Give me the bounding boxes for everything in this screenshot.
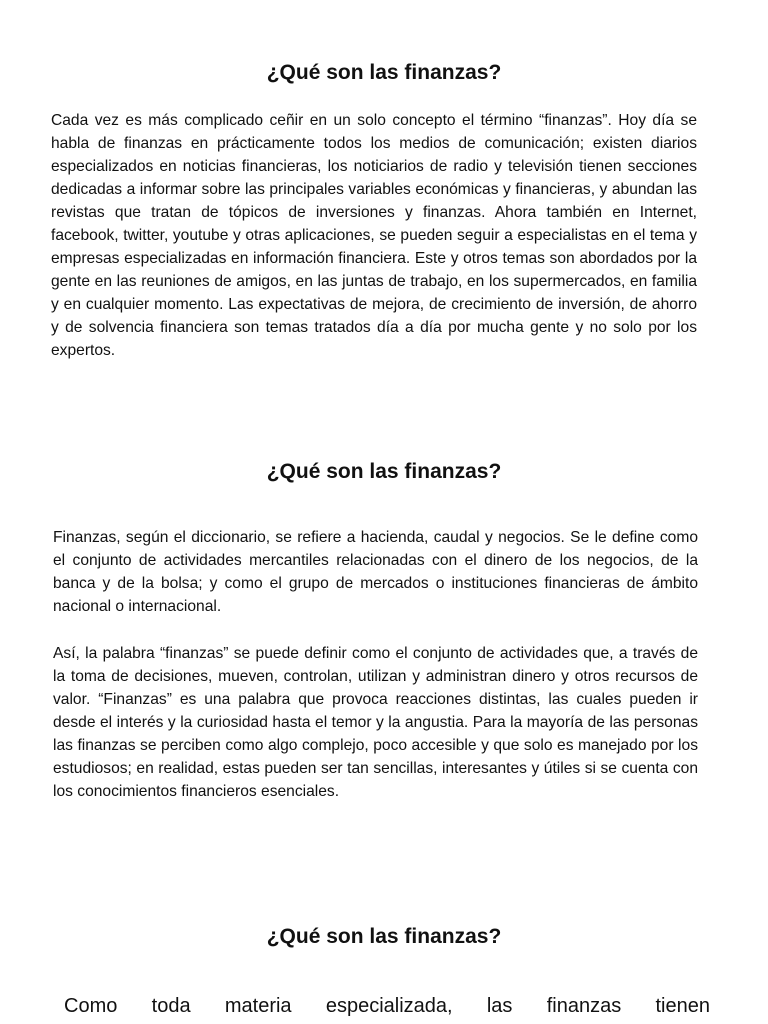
section-2-paragraph-1: Finanzas, según el diccionario, se refiere a hacienda, caudal y negocios. Se le define como el conjunto de actividades mercantiles relacionadas con el dinero de los negocios, de la banca y de la bolsa; y como el grupo de mercados o instituciones financieras de ámbito nacional o internacional. [53, 529, 698, 615]
section-3-paragraph-1: Como toda materia especializada, las finanzas tienen [64, 995, 710, 1017]
section-1-heading: ¿Qué son las finanzas? [266, 61, 502, 84]
section-2-paragraph-2: Así, la palabra “finanzas” se puede definir como el conjunto de actividades que, a través de la toma de decisiones, mueven, controlan, utilizan y administran dinero y otros recursos de valor. “Finanzas” es una palabra que provoca reacciones distintas, las cuales pueden ir desde el interés y la curiosidad hasta el temor y la angustia. Para la mayoría de las personas las finanzas se perciben como algo complejo, poco accesible y que solo es manejado por los estudiosos; en realidad, estas pueden ser tan sencillas, interesantes y útiles si se cuenta con los conocimientos financieros esenciales. [53, 645, 698, 800]
section-3-heading: ¿Qué son las finanzas? [266, 925, 502, 948]
section-1-paragraph-1: Cada vez es más complicado ceñir en un solo concepto el término “finanzas”. Hoy día se habla de finanzas en prácticamente todos los medios de comunicación; existen diarios especializados en noticias financieras, los noticiarios de radio y televisión tienen secciones dedicadas a informar sobre las principales variables económicas y financieras, y abundan las revistas que tratan de tópicos de inversiones y finanzas. Ahora también en Internet, facebook, twitter, youtube y otras aplicaciones, se pueden seguir a especialistas en el tema y empresas especializadas en información financiera. Este y otros temas son abordados por la gente en las reuniones de amigos, en las juntas de trabajo, en los supermercados, en familia y en cualquier momento. Las expectativas de mejora, de crecimiento de inversión, de ahorro y de solvencia financiera son temas tratados día a día por mucha gente y no solo por los expertos. [51, 112, 697, 359]
section-2-heading: ¿Qué son las finanzas? [266, 460, 502, 483]
